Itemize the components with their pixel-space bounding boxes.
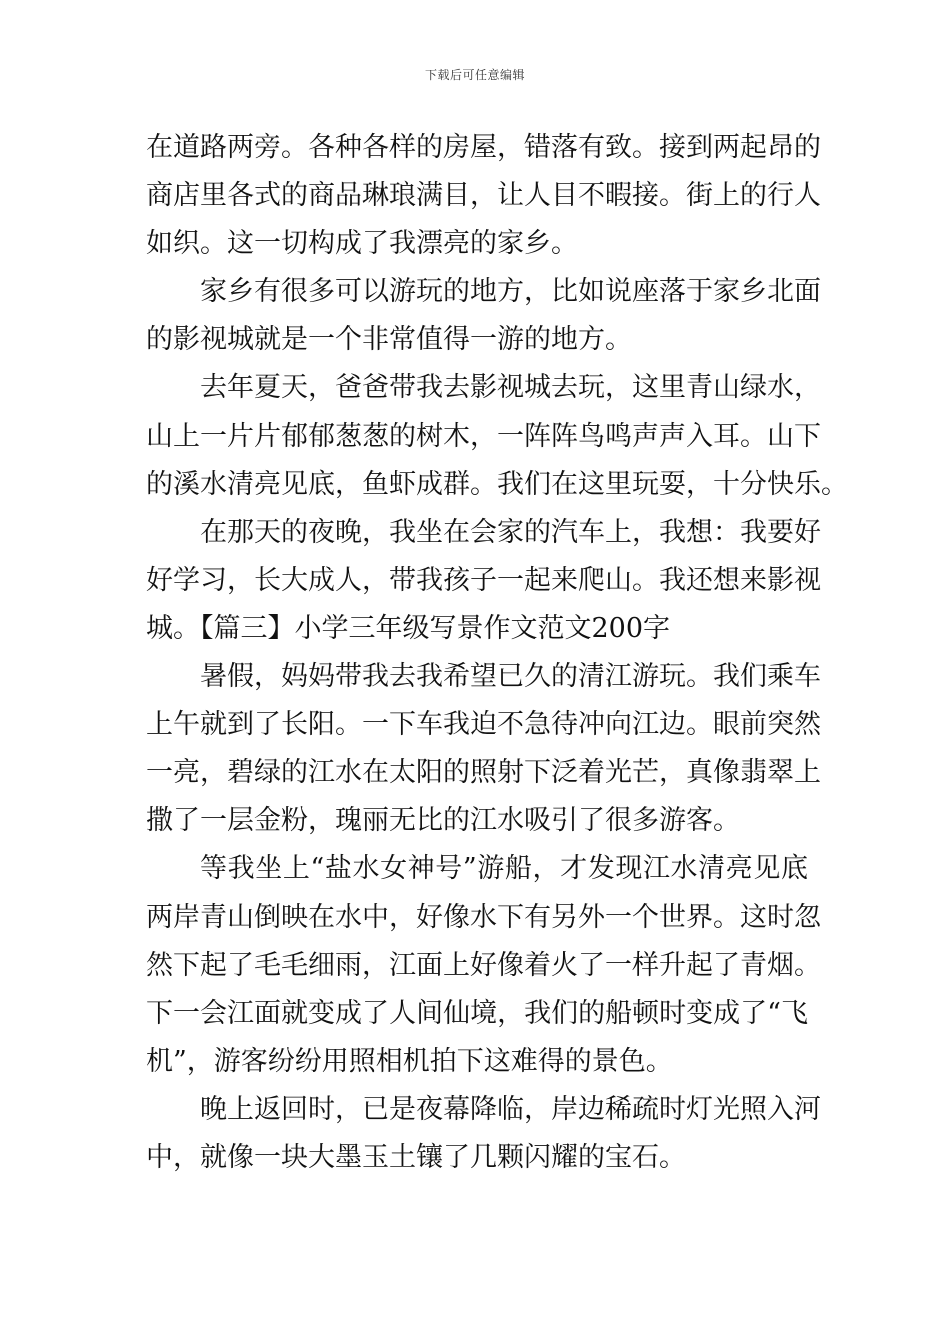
text-line: 机”，游客纷纷用照相机拍下这难得的景色。 [146,1045,673,1077]
text-line: 山上一片片郁郁葱葱的树木，一阵阵鸟鸣声声入耳。山下 [146,420,821,452]
text-line: 一亮，碧绿的江水在太阳的照射下泛着光芒，真像翡翠上 [146,757,821,789]
text-line: 晚上返回时，已是夜幕降临，岸边稀疏时灯光照入河 [200,1093,821,1125]
text-line: 家乡有很多可以游玩的地方，比如说座落于家乡北面 [200,276,821,308]
text-line: 暑假，妈妈带我去我希望已久的清江游玩。我们乘车 [200,661,821,693]
text-line: 如织。这一切构成了我漂亮的家乡。 [146,228,578,260]
text-line: 在道路两旁。各种各样的房屋，错落有致。接到两起昂的 [146,132,821,163]
document-body [146,124,848,1182]
text-line: 然下起了毛毛细雨，江面上好像着火了一样升起了青烟。 [146,949,821,981]
text-line: 等我坐上“盐水女神号”游船，才发现江水清亮见底 [200,853,808,885]
text-line: 好学习，长大成人，带我孩子一起来爬山。我还想来影视 [146,564,821,596]
text-line: 的影视城就是一个非常值得一游的地方。 [146,324,632,356]
text-line: 的溪水清亮见底，鱼虾成群。我们在这里玩耍，十分快乐。 [146,468,848,500]
text-line: 下一会江面就变成了人间仙境，我们的船顿时变成了“飞 [146,997,808,1029]
text-line: 商店里各式的商品琳琅满目，让人目不暇接。街上的行人 [146,180,821,212]
text-line: 上午就到了长阳。一下车我迫不急待冲向江边。眼前突然 [146,709,821,741]
text-line: 在那天的夜晚，我坐在会家的汽车上，我想：我要好 [200,516,821,548]
text-line: 两岸青山倒映在水中，好像水下有另外一个世界。这时忽 [146,901,821,933]
text-line: 城。【篇三】小学三年级写景作文范文200字 [146,612,671,644]
text-line: 去年夏天，爸爸带我去影视城去玩，这里青山绿水， [200,372,821,404]
text-line: 中，就像一块大墨玉土镶了几颗闪耀的宝石。 [146,1141,686,1173]
page-header: 下载后可任意编辑 [424,68,525,82]
text-line: 撒了一层金粉，瑰丽无比的江水吸引了很多游客。 [146,805,740,837]
